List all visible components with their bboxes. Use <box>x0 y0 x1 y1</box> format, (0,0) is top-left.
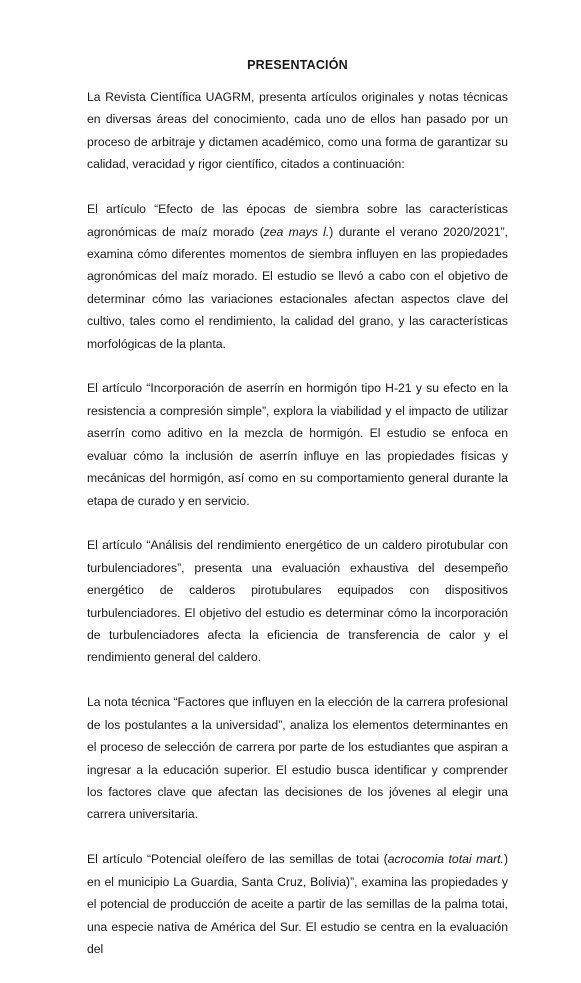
text-segment: El artículo “Efecto de las épocas de siembra sobre las características agronómicas de maíz morado ( <box>87 202 508 239</box>
species-name: zea mays l. <box>263 224 330 239</box>
article-paragraph-totai <box>87 848 508 960</box>
text-segment: El artículo “Potencial oleífero de las semillas de totai ( <box>87 852 388 867</box>
article-paragraph-caldero: El artículo “Análisis del rendimiento energético de un caldero pirotubular con turbulenciadores”, presenta una evaluación exhaustiva del desempeño energético de calderos pirotubulares equipados con dispositivos turbulenciadores. El objetivo del estudio es determinar cómo la incorporación de turbulenciadores afecta la eficiencia de transferencia de calor y el rendimiento general del caldero. <box>87 538 508 665</box>
text-segment: ) durante el verano 2020/2021”, examina cómo diferentes momentos de siembra influyen en las propiedades agronómicas del maíz morado. El estudio se llevó a cabo con el objetivo de determinar cómo las variaciones estacionales afectan aspectos clave del cultivo, tales como el rendimiento, la calidad del grano, y las características morfológicas de la planta. <box>87 224 509 351</box>
document-page <box>87 54 508 983</box>
article-paragraph-maiz <box>87 198 508 355</box>
species-name: acrocomia totai mart. <box>387 852 504 867</box>
page-title: PRESENTACIÓN <box>247 58 348 72</box>
technical-note-paragraph: La nota técnica “Factores que influyen en la elección de la carrera profesional de los postulantes a la universidad”, analiza los elementos determinantes en el proceso de selección de carrera por parte de los estudiantes que aspiran a ingresar a la educación superior. El estudio busca identificar y comprender los factores clave que afectan las decisiones de los jóvenes al elegir una carrera universitaria. <box>87 695 508 822</box>
intro-paragraph: La Revista Científica UAGRM, presenta artículos originales y notas técnicas en diversas áreas del conocimiento, cada uno de ellos han pasado por un proceso de arbitraje y dictamen académico, como una forma de garantizar su calidad, veracidad y rigor científico, citados a continuación: <box>87 90 508 172</box>
text-segment: ) en el municipio La Guardia, Santa Cruz, Bolivia)”, examina las propiedades y el potencial de producción de aceite a partir de las semillas de la palma totai, una especie nativa de América del Sur. El estudio se centra en la evaluación del <box>87 852 508 956</box>
article-paragraph-aserrin: El artículo “Incorporación de aserrín en hormigón tipo H-21 y su efecto en la resistencia a compresión simple”, explora la viabilidad y el impacto de utilizar aserrín como aditivo en la mezcla de hormigón. El estudio se enfoca en evaluar cómo la inclusión de aserrín influye en las propiedades físicas y mecánicas del hormigón, así como en su comportamiento general durante la etapa de curado y en servicio. <box>87 381 508 508</box>
